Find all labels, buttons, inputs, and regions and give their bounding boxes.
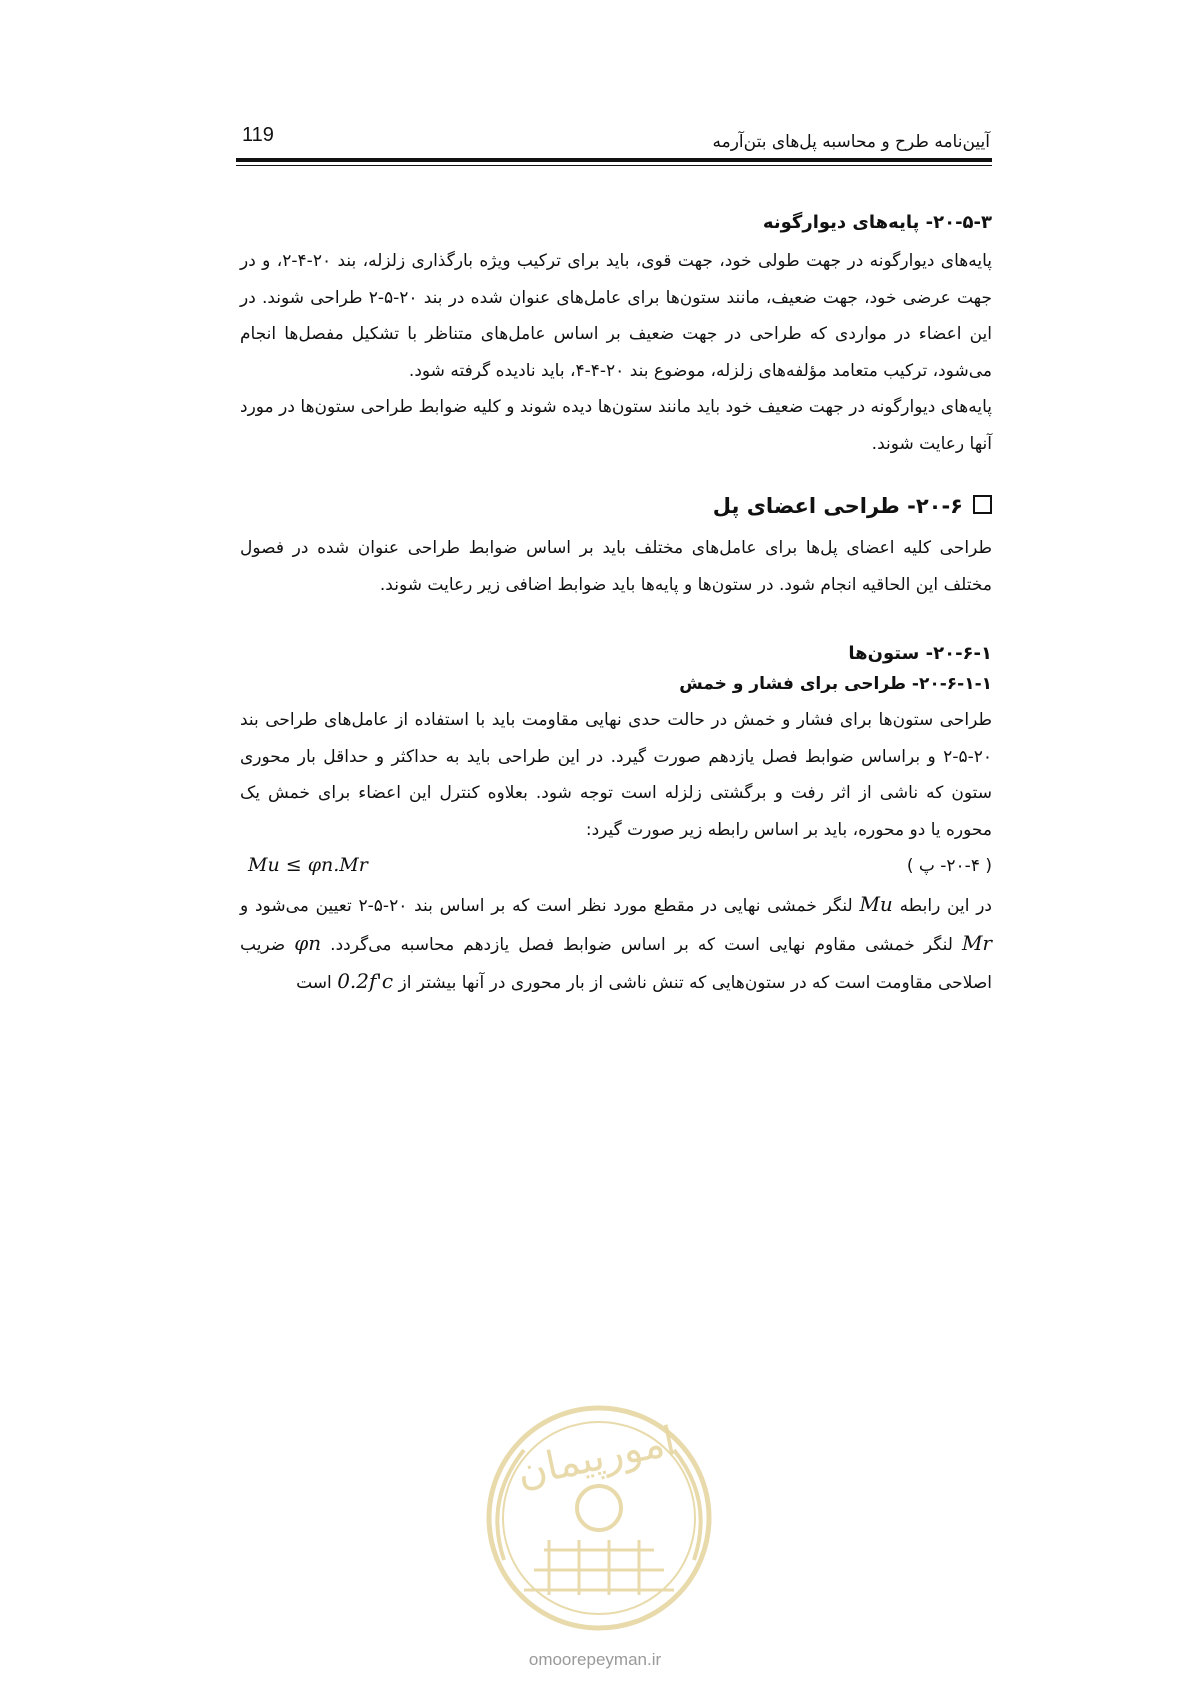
header-rule-thin: [236, 165, 992, 166]
watermark-logo-icon: [464, 1390, 734, 1650]
paragraph-equation-explanation: در این رابطه Mu لنگر خمشی نهایی در مقطع مورد نظر است که بر اساس بند ۲۰-۵-۲ تعیین می‌شود و Mr لنگر خمشی مقاوم نهایی است که بر اساس ضوابط فصل یازدهم محاسبه می‌گردد. φn ضریب اصلاحی مقاومت است که در ستون‌هایی که تنش ناشی از بار محوری در آنها بیشتر از 0.2f'c است: [240, 892, 992, 993]
section-heading-20-6: [240, 494, 992, 518]
page-header: [236, 124, 992, 164]
symbol-phi-n: φn: [294, 930, 322, 955]
symbol-mr: Mr: [961, 930, 992, 955]
header-rule-thick: [236, 158, 992, 162]
watermark-site: omoorepeyman.ir: [528, 1650, 662, 1669]
section-heading-20-6-text: ۲۰-۶- طراحی اعضای پل: [712, 494, 963, 518]
page-body: [240, 212, 992, 1002]
page-number: 119: [242, 124, 274, 146]
subsection-heading-20-6-1-1: ۲۰-۶-۱-۱- طراحی برای فشار و خمش: [679, 674, 992, 694]
running-title: آیین‌نامه طرح و محاسبه پل‌های بتن‌آرمه: [712, 132, 990, 152]
checkbox-square-icon: [973, 495, 992, 514]
equation-block: [240, 848, 992, 886]
equation-formula: Mu ≤ φn.Mr: [248, 854, 368, 876]
symbol-mu: Mu: [859, 892, 893, 916]
paragraph-columns-design: طراحی ستون‌ها برای فشار و خمش در حالت حدی نهایی مقاومت باید با استفاده از عامل‌های طراحی بند ۲۰-۵-۲ و براساس ضوابط فصل یازدهم صورت گیرد. در این طراحی باید به حداکثر و حداقل بار محوری ستون که ناشی از اثر رفت و برگشتی زلزله است توجه شود. بعلاوه کنترل این اعضاء برای خمش یک محوره یا دو محوره، باید بر اساس رابطه زیر صورت گیرد:: [240, 710, 992, 840]
section-heading-20-6-1: ۲۰-۶-۱- ستون‌ها: [848, 643, 992, 664]
svg-text:امورپیمان: امورپیمان: [513, 1418, 680, 1497]
section-heading-20-5-3: ۲۰-۵-۳- پایه‌های دیوارگونه: [762, 212, 992, 233]
paragraph-bridge-members: طراحی کلیه اعضای پل‌ها برای عامل‌های مختلف باید بر اساس ضوابط طراحی عنوان شده در فصول مختلف این الحاقیه انجام شود. در ستون‌ها و پایه‌ها باید ضوابط اضافی زیر رعایت شوند.: [240, 538, 992, 595]
paragraph-wall-piers-2: پایه‌های دیوارگونه در جهت ضعیف خود باید مانند ستون‌ها دیده شوند و کلیه ضوابط طراحی ستون‌ها در مورد آنها رعایت شوند.: [240, 397, 992, 454]
paragraph-wall-piers-1: پایه‌های دیوارگونه در جهت طولی خود، جهت قوی، باید برای ترکیب ویژه بارگذاری زلزله، بند ۲۰-۴-۲، و در جهت عرضی خود، جهت ضعیف، مانند ستون‌ها برای عامل‌های عنوان شده در بند ۲۰-۵-۲ طراحی شوند. در این اعضاء در مواردی که طراحی در جهت ضعیف بر اساس عامل‌های متناظر با تشکیل مفصل‌ها انجام می‌شود، ترکیب متعامد مؤلفه‌های زلزله، موضوع بند ۲۰-۴-۴، باید نادیده گرفته شود.: [240, 251, 992, 381]
equation-number: ( ۲۰-۴- پ ): [906, 856, 992, 876]
symbol-fc: 0.2f'c: [337, 969, 394, 993]
